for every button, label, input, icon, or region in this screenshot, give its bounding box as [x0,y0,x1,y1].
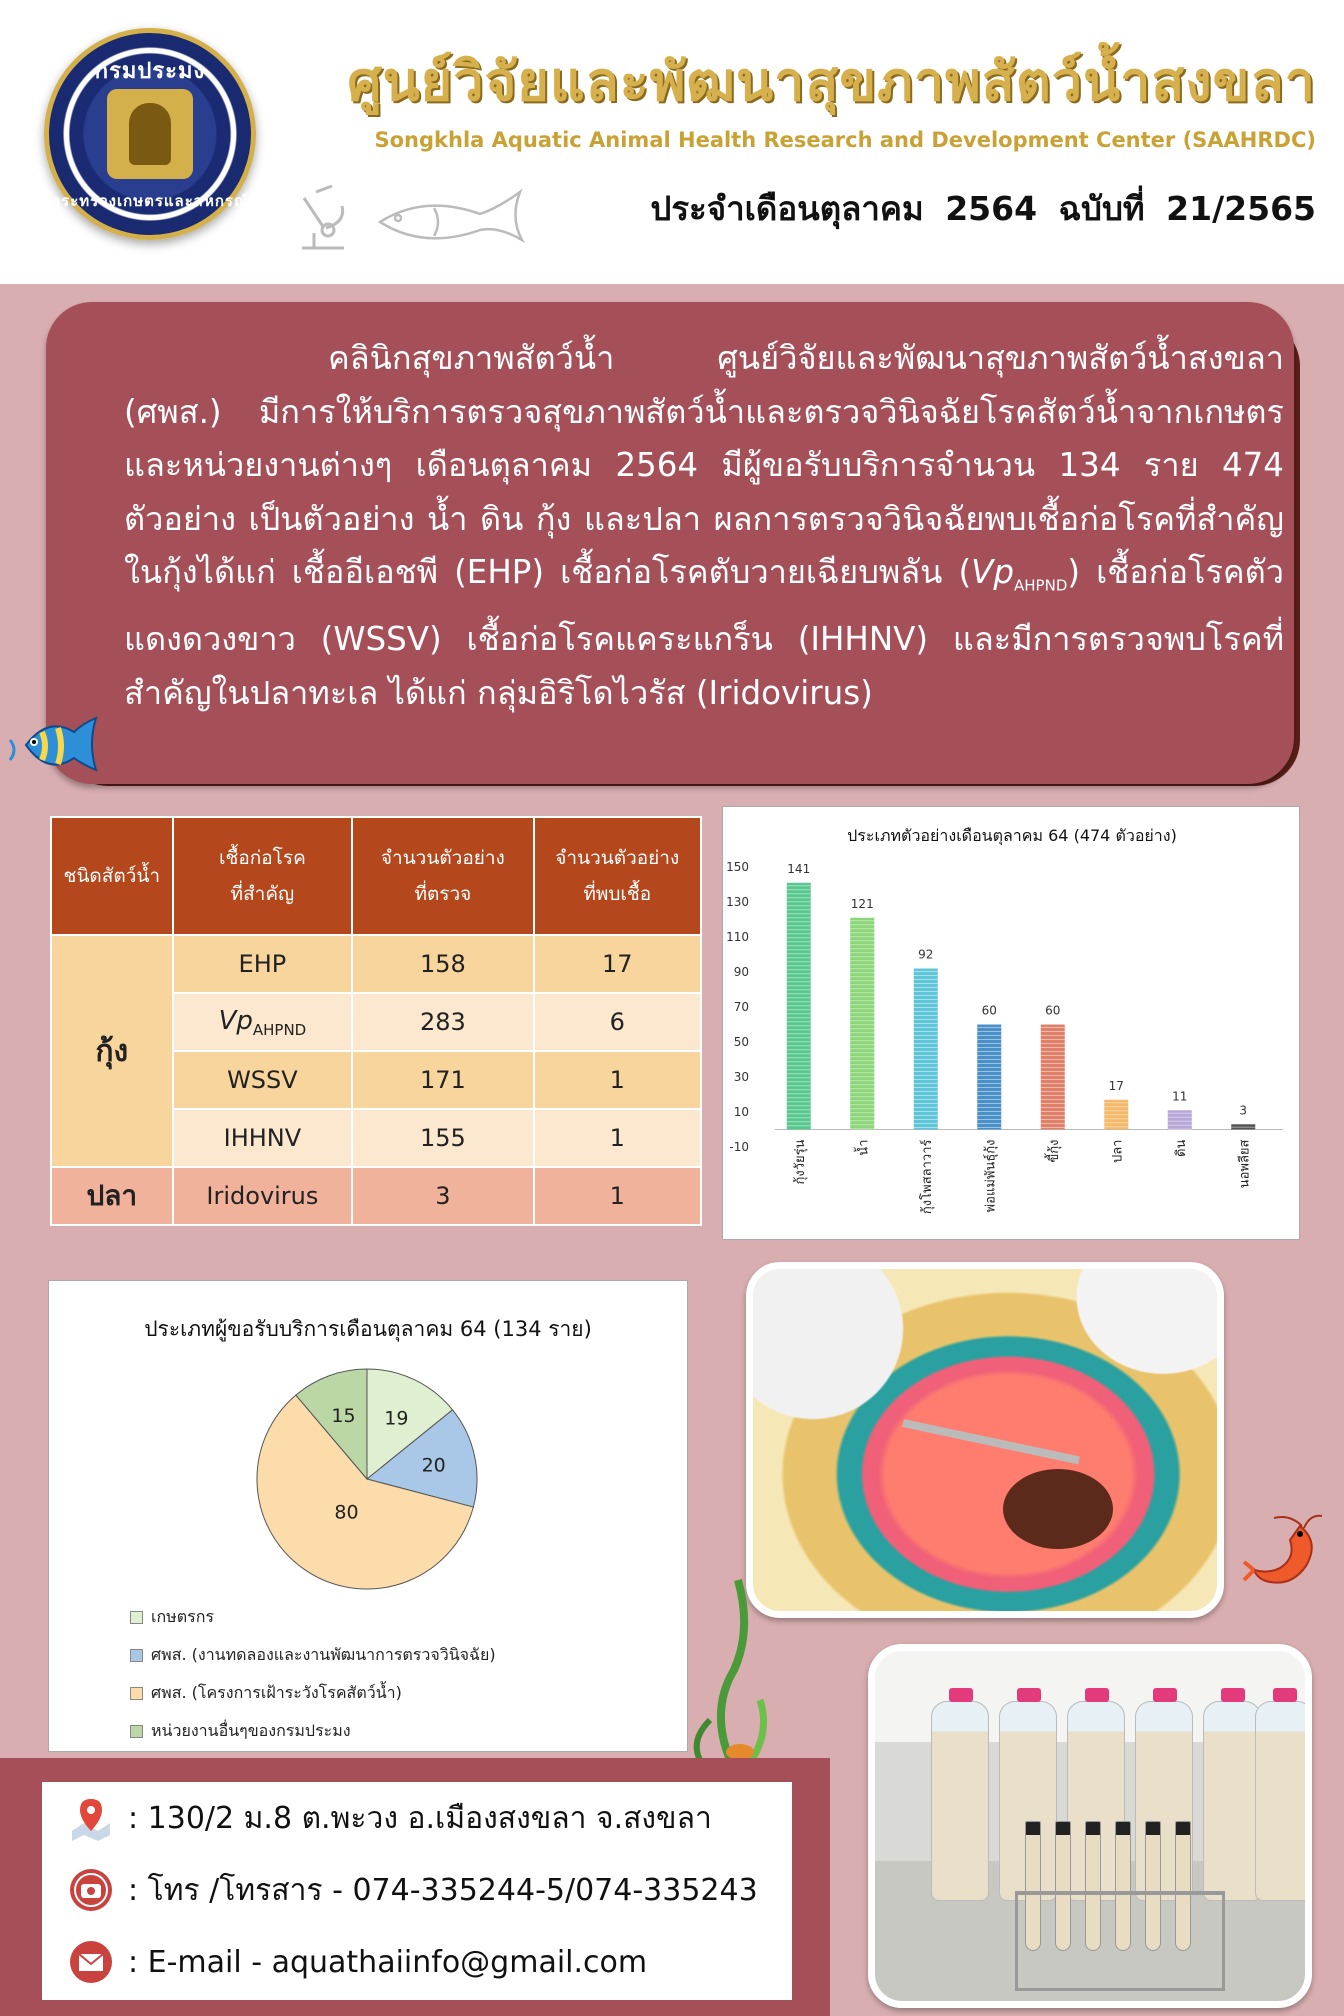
x-category-label: กุ้งโพสลาวาร์ [919,1139,935,1215]
logo-top-text: กรมประมง [94,59,206,84]
tested-cell: 158 [352,935,533,993]
gloved-hand [1037,1269,1217,1409]
y-tick-label: 50 [733,1035,749,1049]
microscope-fish-decoration [284,178,544,258]
legend-item: ศพส. (โครงการเฝ้าระวังโรคสัตว์น้ำ) [130,1674,670,1712]
logo-bottom-text: กระทรวงเกษตรและสหกรณ์ [51,192,249,210]
pathogen-cell: IHHNV [173,1109,353,1167]
table-header-found: จำนวนตัวอย่าง ที่พบเชื้อ [534,817,701,935]
contact-panel [0,1758,830,2016]
water-samples-photo [868,1644,1312,2008]
y-tick-label: 150 [726,860,749,874]
location-pin-icon [68,1795,114,1841]
legend-swatch [130,1611,143,1624]
x-category-label: นอพลียส [1237,1139,1253,1189]
tissue-sample [1003,1469,1113,1549]
shrimp-icon [1240,1512,1324,1596]
pie-value-label: 19 [384,1407,409,1430]
pathogen-cell: WSSV [173,1051,353,1109]
bar-value-label: 92 [918,947,934,962]
found-cell: 17 [534,935,701,993]
species-fish: ปลา [51,1167,173,1225]
x-category-label: น้ำ [856,1139,872,1156]
x-category-label: กุ้งวัยรุ่น [792,1139,808,1185]
bar [1231,1124,1255,1129]
intro-text: คลินิกสุขภาพสัตว์น้ำ ศูนย์วิจัยและพัฒนาสุขภาพสัตว์น้ำสงขลา (ศพส.) มีการให้บริการตรวจสุขภาพสัตว์น้ำและตรวจวินิจฉัยโรคสัตว์น้ำจากเกษตรและหน่วยงานต่างๆ เดือนตุลาคม 2564 มีผู้ขอรับบริการจำนวน 134 ราย 474 ตัวอย่าง เป็นตัวอย่าง น้ำ ดิน กุ้ง และปลา ผลการตรวจวินิจฉัยพบเชื้อก่อโรคที่สำคัญในกุ้งได้แก่ เชื้ออีเอชพี (EHP) เชื้อก่อโรคตับวายเฉียบพลัน $(Vp_{AHPND})$ เชื้อก่อโรคตัวแดงดวงขาว (WSSV) เชื้อก่อโรคแคระแกร็น (IHHNV) และมีการตรวจพบโรคที่สำคัญในปลาทะเล ได้แก่ กลุ่มอิริโดไวรัส (Iridovirus) [124,339,1284,712]
y-tick-label: 130 [726,895,749,909]
pathogen-cell: Iridovirus [173,1167,353,1225]
bar-value-label: 11 [1172,1089,1188,1104]
x-category-label: พ่อแม่พันธุ์กุ้ง [983,1139,999,1213]
y-tick-label: 10 [733,1105,749,1119]
vp-subscript: AHPND [1014,576,1068,595]
found-cell: 6 [534,993,701,1051]
legend-item: ศพส. (งานทดลองและงานพัฒนาการตรวจวินิจฉัย) [130,1636,670,1674]
bar-rect [914,969,938,1130]
x-category-label: ปลา [1110,1139,1126,1164]
tested-cell: 171 [352,1051,533,1109]
department-of-fisheries-logo [44,28,256,240]
y-tick-label: -10 [729,1140,749,1154]
sample-type-bar-chart [722,806,1300,1240]
bar-value-label: 60 [1045,1003,1061,1018]
found-cell: 1 [534,1051,701,1109]
tested-cell: 3 [352,1167,533,1225]
bar [850,918,874,1130]
intro-panel [46,302,1294,784]
bar-rect [1041,1025,1065,1130]
bar-rect [977,1025,1001,1130]
bar [1168,1110,1192,1129]
bar-value-label: 141 [787,861,811,876]
table-header-tested: จำนวนตัวอย่าง ที่ตรวจ [352,817,533,935]
pathogen-results-table [50,816,702,1226]
email-icon [68,1939,114,1985]
pathogen-cell: EHP [173,935,353,993]
pie-value-label: 80 [334,1501,359,1524]
legend-swatch [130,1725,143,1738]
sample-bottle [1255,1701,1312,1901]
issue-date-number: ประจำเดือนตุลาคม 2564 ฉบับที่ 21/2565 [650,189,1316,228]
bar-value-label: 121 [850,896,874,911]
contact-address: : 130/2 ม.8 ต.พะวง อ.เมืองสงขลา จ.สงขลา [128,1800,712,1836]
bar-chart-svg [723,807,1301,1241]
y-tick-label: 110 [726,930,749,944]
species-shrimp: กุ้ง [51,935,173,1167]
contact-email-row [68,1936,647,1988]
header [0,0,1344,284]
bar [787,883,811,1130]
table-row [51,935,701,993]
sample-bottle [1203,1701,1261,1901]
pie-value-label: 20 [421,1454,446,1477]
pie-legend [130,1598,670,1750]
fish-icon [8,710,98,780]
table-header-pathogen: เชื้อก่อโรค ที่สำคัญ [173,817,353,935]
pie-chart-title: ประเภทผู้ขอรับบริการเดือนตุลาคม 64 (134 ราย) [144,1317,592,1341]
gloved-hand [753,1269,953,1469]
bar-value-label: 60 [981,1003,997,1018]
sample-bottle [931,1701,989,1901]
bar [977,1025,1001,1130]
center-title-thai: ศูนย์วิจัยและพัฒนาสุขภาพสัตว์น้ำสงขลา [347,50,1316,113]
found-cell: 1 [534,1167,701,1225]
bar-chart-title: ประเภทตัวอย่างเดือนตุลาคม 64 (474 ตัวอย่าง) [847,826,1177,845]
legend-item: เกษตรกร [130,1598,670,1636]
bar [914,969,938,1130]
logo-emblem-icon [107,89,193,179]
bar-value-label: 3 [1239,1103,1248,1118]
y-tick-label: 30 [733,1070,749,1084]
contact-phone-row [68,1864,758,1916]
bar [1041,1025,1065,1130]
bar [1104,1100,1128,1130]
bar-rect [850,918,874,1130]
contact-address-row [68,1792,712,1844]
found-cell: 1 [534,1109,701,1167]
tested-cell: 283 [352,993,533,1051]
fish-outline-icon [380,192,522,240]
table-row [51,1167,701,1225]
phone-icon [68,1867,114,1913]
contact-phone: : โทร /โทรสาร - 074-335244-5/074-335243 [128,1872,758,1908]
pie-value-label: 15 [331,1404,356,1427]
bar-value-label: 17 [1108,1078,1124,1093]
test-tube-rack [1015,1891,1225,1991]
seaweed-icon [680,1560,790,1760]
x-category-label: ขี้กุ้ง [1046,1139,1062,1163]
tested-cell: 155 [352,1109,533,1167]
lab-dissection-photo [746,1262,1224,1618]
center-title-english: Songkhla Aquatic Animal Health Research and Development Center (SAAHRDC) [374,128,1316,152]
pathogen-cell: $Vp_{AHPND}$ [173,993,353,1051]
x-category-label: ดิน [1173,1139,1189,1157]
y-tick-label: 70 [733,1000,749,1014]
legend-item: หน่วยงานอื่นๆของกรมประมง [130,1712,670,1750]
legend-swatch [130,1649,143,1662]
vp-italic: Vp [971,553,1015,591]
table-header-species: ชนิดสัตว์น้ำ [51,817,173,935]
contact-box [42,1782,792,2000]
legend-swatch [130,1687,143,1700]
contact-email[interactable]: : E-mail - aquathaiinfo@gmail.com [128,1944,648,1980]
y-tick-label: 90 [733,965,749,979]
microscope-icon [302,186,344,248]
